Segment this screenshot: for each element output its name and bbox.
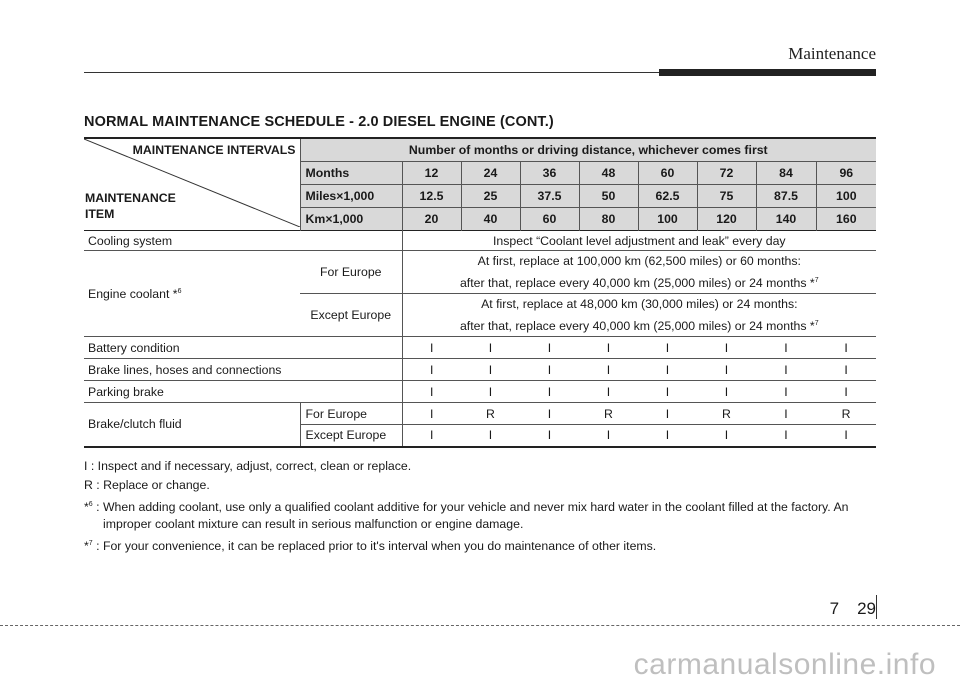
page-title: NORMAL MAINTENANCE SCHEDULE - 2.0 DIESEL ENGINE (CONT.) — [84, 114, 554, 130]
km-cell: 160 — [816, 208, 876, 231]
brake-lines-cell: I — [461, 359, 520, 381]
brake-fluid-europe-cell: I — [520, 403, 579, 425]
brake-fluid-europe-cell: R — [461, 403, 520, 425]
months-cell: 24 — [461, 162, 520, 185]
miles-cell: 100 — [816, 185, 876, 208]
coolant-except-label: Except Europe — [300, 294, 402, 337]
corner-item-label: MAINTENANCE ITEM — [85, 191, 176, 221]
battery-cell: I — [638, 337, 697, 359]
miles-cell: 37.5 — [520, 185, 579, 208]
km-cell: 40 — [461, 208, 520, 231]
watermark: carmanualsonline.info — [633, 648, 936, 681]
km-cell: 120 — [697, 208, 756, 231]
brake-lines-cell: I — [816, 359, 876, 381]
brake-lines-cell: I — [402, 359, 461, 381]
months-cell: 36 — [520, 162, 579, 185]
brake-fluid-europe-cell: I — [638, 403, 697, 425]
brake-fluid-europe-cell: R — [697, 403, 756, 425]
coolant-except-text: At first, replace at 48,000 km (30,000 miles) or 24 months: after that, replace every 40,000 km (25,000 miles) or 24 months *$^7$ — [402, 294, 876, 337]
km-cell: 20 — [402, 208, 461, 231]
brake-fluid-except-cell: I — [520, 425, 579, 447]
brake-lines-item: Brake lines, hoses and connections — [84, 359, 402, 381]
footnotes — [84, 458, 874, 557]
engine-coolant-item: Engine coolant *$^6$ — [84, 251, 300, 337]
footer-rule — [0, 625, 960, 626]
km-cell: 100 — [638, 208, 697, 231]
brake-lines-cell: I — [520, 359, 579, 381]
parking-brake-cell: I — [461, 381, 520, 403]
battery-cell: I — [756, 337, 816, 359]
battery-item: Battery condition — [84, 337, 402, 359]
cooling-system-item: Cooling system — [84, 231, 402, 251]
km-label: Km×1,000 — [300, 208, 402, 231]
battery-cell: I — [402, 337, 461, 359]
battery-cell: I — [697, 337, 756, 359]
brake-fluid-except-cell: I — [697, 425, 756, 447]
miles-cell: 62.5 — [638, 185, 697, 208]
page-number-divider — [876, 595, 877, 619]
months-label: Months — [300, 162, 402, 185]
battery-cell: I — [520, 337, 579, 359]
parking-brake-cell: I — [816, 381, 876, 403]
km-cell: 80 — [579, 208, 638, 231]
note-coolant: *$^6$ : When adding coolant, use only a qualified coolant additive for your vehicle and never mix hard water in the coolant filled at the factory. An improper coolant mixture can result in serious malfunction or engine damage. — [84, 500, 849, 532]
note-replace: R : Replace or change. — [84, 478, 210, 492]
parking-brake-cell: I — [756, 381, 816, 403]
cooling-system-text: Inspect “Coolant level adjustment and leak” every day — [402, 231, 876, 251]
brake-fluid-europe-label: For Europe — [300, 403, 402, 425]
table-corner — [84, 138, 300, 231]
brake-fluid-except-cell: I — [402, 425, 461, 447]
months-cell: 12 — [402, 162, 461, 185]
miles-label: Miles×1,000 — [300, 185, 402, 208]
page-number: 7 29 — [829, 599, 876, 618]
brake-lines-cell: I — [697, 359, 756, 381]
brake-lines-cell: I — [638, 359, 697, 381]
miles-cell: 12.5 — [402, 185, 461, 208]
parking-brake-cell: I — [579, 381, 638, 403]
section-title: Maintenance — [788, 44, 876, 63]
brake-fluid-except-cell: I — [638, 425, 697, 447]
parking-brake-cell: I — [697, 381, 756, 403]
maintenance-table — [84, 137, 876, 448]
note-inspect: I : Inspect and if necessary, adjust, correct, clean or replace. — [84, 459, 412, 473]
coolant-europe-label: For Europe — [300, 251, 402, 294]
header-span: Number of months or driving distance, whichever comes first — [300, 138, 876, 162]
note-convenience: *$^7$ : For your convenience, it can be replaced prior to it's interval when you do maintenance of other items. — [84, 539, 657, 554]
km-cell: 60 — [520, 208, 579, 231]
parking-brake-cell: I — [402, 381, 461, 403]
brake-fluid-except-cell: I — [461, 425, 520, 447]
km-cell: 140 — [756, 208, 816, 231]
parking-brake-cell: I — [638, 381, 697, 403]
brake-fluid-europe-cell: R — [579, 403, 638, 425]
months-cell: 72 — [697, 162, 756, 185]
brake-fluid-item: Brake/clutch fluid — [84, 403, 300, 447]
miles-cell: 50 — [579, 185, 638, 208]
header-rule-accent — [659, 69, 876, 76]
months-cell: 60 — [638, 162, 697, 185]
brake-lines-cell: I — [756, 359, 816, 381]
battery-cell: I — [579, 337, 638, 359]
brake-fluid-except-cell: I — [816, 425, 876, 447]
miles-cell: 87.5 — [756, 185, 816, 208]
miles-cell: 25 — [461, 185, 520, 208]
battery-cell: I — [461, 337, 520, 359]
months-cell: 48 — [579, 162, 638, 185]
parking-brake-item: Parking brake — [84, 381, 402, 403]
header-rule — [84, 72, 659, 73]
months-cell: 84 — [756, 162, 816, 185]
brake-fluid-europe-cell: I — [756, 403, 816, 425]
battery-cell: I — [816, 337, 876, 359]
brake-fluid-europe-cell: R — [816, 403, 876, 425]
brake-lines-cell: I — [579, 359, 638, 381]
corner-intervals-label: MAINTENANCE INTERVALS — [132, 143, 296, 157]
miles-cell: 75 — [697, 185, 756, 208]
coolant-europe-text: At first, replace at 100,000 km (62,500 miles) or 60 months: after that, replace every 40,000 km (25,000 miles) or 24 months *$^7$ — [402, 251, 876, 294]
brake-fluid-except-cell: I — [579, 425, 638, 447]
brake-fluid-except-label: Except Europe — [300, 425, 402, 447]
brake-fluid-except-cell: I — [756, 425, 816, 447]
parking-brake-cell: I — [520, 381, 579, 403]
months-cell: 96 — [816, 162, 876, 185]
brake-fluid-europe-cell: I — [402, 403, 461, 425]
